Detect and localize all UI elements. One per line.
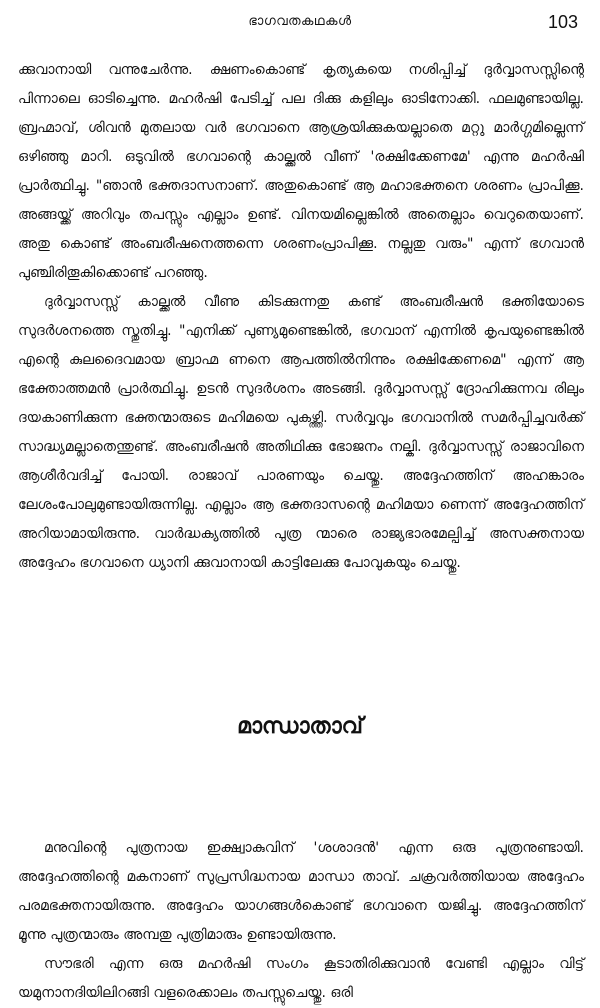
chapter-heading: മാന്ധാതാവ് (237, 714, 363, 739)
text-block-1 (18, 56, 584, 578)
paragraph: ക്കുവാനായി വന്നുചേർന്നു. ക്ഷണംകൊണ്ട് കൃത്യകയെ നശിപ്പിച്ച് ദുർവ്വാസസ്സിന്റെ പിന്നാലെ ഓടിച്ചെന്നു. മഹർഷി പേടിച്ച് പല ദിക്കു കളിലും ഓടിനോക്കി. ഫലമുണ്ടായില്ല. ബ്രഹ്മാവ്, ശിവൻ മുതലായ വർ ഭഗവാനെ ആശ്രയിക്കുകയല്ലാതെ മറ്റു മാർഗ്ഗമില്ലെന്ന് ഒഴിഞ്ഞു മാറി. ഒടുവിൽ ഭഗവാന്റെ കാല്ക്കൽ വീണ് 'രക്ഷിക്കേണമേ' എന്നു മഹർഷി പ്രാർത്ഥിച്ചു. "ഞാൻ ഭക്തദാസനാണ്. അതുകൊണ്ട് ആ മഹാഭക്തനെ ശരണം പ്രാപിക്കൂ. അങ്ങയ്ക്ക് അറിവും തപസ്സും എല്ലാം ഉണ്ട്. വിനയമില്ലെങ്കിൽ അതെല്ലാം വെറുതെയാണ്. അതു കൊണ്ട് അംബരീഷനെത്തന്നെ ശരണംപ്രാപിക്കൂ. നല്ലതു വരും" എന്ന് ഭഗവാൻ പുഞ്ചിരിതൂകിക്കൊണ്ട് പറഞ്ഞു. (18, 62, 584, 281)
running-head: ഭാഗവതകഥകൾ (248, 14, 352, 29)
paragraph: സൗഭരി എന്ന ഒരു മഹർഷി സംഗം കൂടാതിരിക്കുവാൻ വേണ്ടി എല്ലാം വിട്ട് യമുനാനദിയിലിറങ്ങി വളരെക്കാലം തപസ്സുചെയ്തു. ഒരി (18, 956, 584, 1001)
paragraph: മനുവിന്റെ പുത്രനായ ഇക്ഷ്വാകുവിന് 'ശശാദൻ' എന്ന ഒരു പുത്രനുണ്ടായി. അദ്ദേഹത്തിന്റെ മകനാണ് സുപ്രസിദ്ധനായ മാന്ധാ താവ്. ചക്രവർത്തിയായ അദ്ദേഹം പരമഭക്തനായിരുന്നു. അദ്ദേഹം യാഗങ്ങൾകൊണ്ട് ഭഗവാനെ യജിച്ചു. അദ്ദേഹത്തിന് മൂന്നു പുത്രന്മാരും അമ്പതു പുത്രിമാരും ഉണ്ടായിരുന്നു. (18, 840, 584, 943)
paragraph: ദുർവ്വാസസ്സ് കാല്ക്കൽ വീണു കിടക്കുന്നതു കണ്ട് അംബരീഷൻ ഭക്തിയോടെ സുദർശനത്തെ സ്തുതിച്ചു. "എനിക്ക് പുണ്യമുണ്ടെങ്കിൽ, ഭഗവാന് എന്നിൽ കൃപയുണ്ടെങ്കിൽ എന്റെ കുലദൈവമായ ബ്രാഹ്മ ണനെ ആപത്തിൽനിന്നും രക്ഷിക്കേണമെ" എന്ന് ആ ഭക്തോത്തമൻ പ്രാർത്ഥിച്ചു. ഉടൻ സുദർശനം അടങ്ങി. ദുർവ്വാസസ്സ് ദ്രോഹിക്കുന്നവ രിലും ദയകാണിക്കുന്ന ഭക്തന്മാരുടെ മഹിമയെ പുകഴ്ത്തി. സർവ്വവും ഭഗവാനിൽ സമർപ്പിച്ചവർക്ക് സാദ്ധ്യമല്ലാതെന്തുണ്ട്. അംബരീഷൻ അതിഥിക്കു ഭോജനം നല്കി. ദുർവ്വാസസ്സ് രാജാവിനെ ആശീർവദിച്ച് പോയി. രാജാവ് പാരണയും ചെയ്തു. അദ്ദേഹത്തിന് അഹങ്കാരം ലേശംപോലുമുണ്ടായിരുന്നില്ല. എല്ലാം ആ ഭക്തദാസന്റെ മഹിമയാ ണെന്ന് അദ്ദേഹത്തിന് അറിയാമായിരുന്നു. വാർദ്ധക്യത്തിൽ പുത്ര ന്മാരെ രാജ്യഭാരമേല്പിച്ച് അസക്തനായ അദ്ദേഹം ഭഗവാനെ ധ്യാനി ക്കുവാനായി കാട്ടിലേക്കു പോവുകയും ചെയ്തു. (18, 294, 584, 571)
page-number: 103 (547, 12, 578, 32)
text-block-2 (18, 834, 584, 1008)
